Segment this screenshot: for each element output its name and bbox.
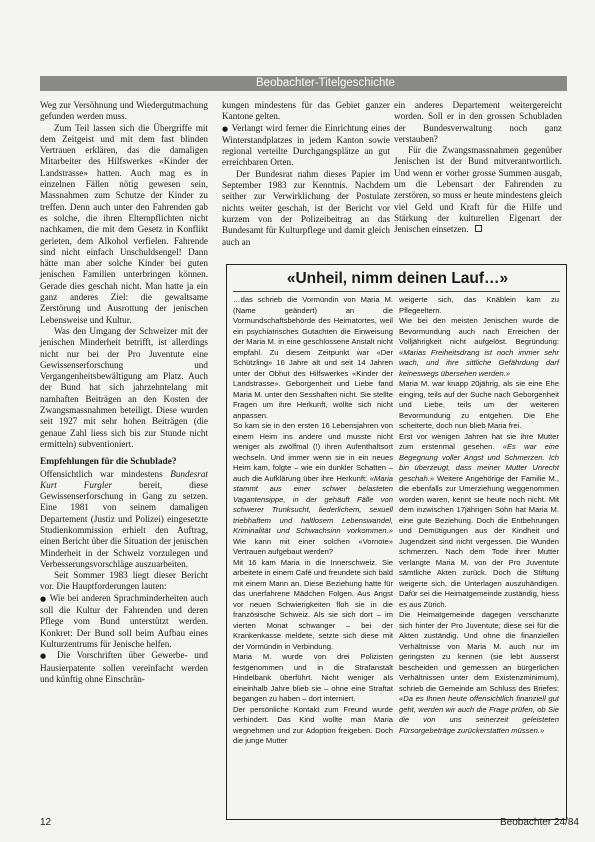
box-title: «Unheil, nimm deinen Lauf…»	[286, 270, 509, 287]
section-title: Beobachter-Titelgeschichte	[256, 77, 395, 89]
paragraph: Zum Teil lassen sich die Übergriffe mit dem Zeitgeist und mit dem fast blinden Vertrauen erklären, das die damaligen Mitarbeiter des Hilfswerkes «Kinder der Landstrasse» hatten. Auch mag es in einzelnen Fällen nötig gewesen sein, Massnahmen zum Schutze der Kinder zu treffen. Denn auch unter den Fahrenden gab es solche, die ihren Elternpflichten nicht nachkamen, die mit dem Gesetz in Konflikt gerieten, dem Alkohol verfielen. Fahrende sind nicht einfach Unschuldsengel! Dann hätte man aber solche Kinder bei guten jenischen Familien unterbringen können. Gerade dies geschah nicht. Man hatte ja ein ganz anderes Ziel: die gewaltsame Zerstörung und Ausrottung der jenischen Lebensweise und Kultur.	[40, 122, 208, 325]
bullet-icon: ●	[40, 652, 51, 661]
text-column-2	[222, 100, 390, 248]
box-paragraph: Maria M. wurde von drei Polizisten festgenommen und in die Strafanstalt Hindelbank überführt. Nicht weniger als eineinhalb Jahre blieb sie – ohne eine Straftat begangen zu haben – dort interniert.	[233, 652, 393, 703]
box-paragraph: Erst vor wenigen Jahren hat sie ihre Mutter zum erstenmal gesehen. «Es war eine Begegnung voller Angst und Schmerzen. Ich bin überzeugt, dass meiner Mutter Unrecht geschah.» Weitere Angehörige der Familie M., die ebenfalls zur Umerziehung weggenommen worden waren, kennt sie heute noch nicht. Mit dem inzwischen 17jährigen Sohn hat Maria M. eine gute Beziehung. Doch die Entbehrungen und Demütigungen aus der Kindheit und Jugendzeit sind nicht vergessen. Die Wunden schmerzen. Nach dem Tode ihrer Mutter verlangte Maria M. von der Pro Juventute sämtliche Akten zurück. Doch die Stiftung weigerte sich, die Unterlagen auszuhändigen. Dafür sei die Heimatgemeinde zuständig, hiess es aus Zürich.	[399, 431, 559, 609]
bullet-item: ● Wie bei anderen Sprachminderheiten auch soll die Kultur der Fahrenden und deren Pflege vom Bund unterstützt werden. Konkret: Der Bund soll beim Aufbau eines Kulturzentrums für Jenische helfen.	[40, 592, 209, 649]
text-column-1	[40, 100, 208, 685]
bullet-icon: ●	[40, 594, 47, 603]
end-mark-icon	[475, 225, 482, 232]
text-column-3	[394, 100, 562, 236]
box-paragraph: weigerte sich, das Knäblein kam zu Pflegeeltern.	[399, 295, 559, 315]
box-column-right	[399, 295, 559, 736]
paragraph: Der Bundesrat nahm dieses Papier im September 1983 zur Kenntnis. Nachdem seither zur Verwirklichung der Postulate nichts weiter geschah, ist der Bericht vor kurzem von der Polizeibeitrag an das Bundesamt für Kulturpflege und damit gleich auch an	[222, 168, 390, 247]
box-paragraph: Maria M. war knapp 20jährig, als sie eine Ehe einging, teils auf der Suche nach Geborgenheit und Liebe, teils um der weiteren Bevormundung zu entgehen. Die Ehe scheiterte, doch nun blieb Maria frei.	[399, 379, 559, 430]
paragraph: Weg zur Versöhnung und Wiedergutmachung gefunden werden muss.	[40, 100, 208, 122]
paragraph: Für die Zwangsmassnahmen gegenüber Jenischen ist der Bund mitverantwortlich. Und wenn er vorher grosse Summen ausgab, um die Lebensart der Fahrenden zu zerstören, so muss er heute mindestens gleich viel Geld und Kraft für die Hilfe und Stärkung der kulturellen Eigenart der Jenischen einsetzen.	[394, 145, 562, 235]
box-paragraph: So kam sie in den ersten 16 Lebensjahren von einem Heim ins andere und musste nicht weniger als zwölfmal (!) ihren Aufenthaltsort wechseln. Und immer wenn sie in ein neues Heim kam, folgte – wie ein dunkler Schatten – auch die Aufklärung über ihre Herkunft: «Maria stammt aus einer schwer belasteten Vagantensippe, in der gehäuft Fälle von schwerer Trunksucht, liederlichem, sexuell triebhaftem und haltlosem Lebenswandel, Kriminalität und Schwachsinn vorkommen.» Wie kann mit einer solchen «Vornote» Vertrauen aufgebaut werden?	[233, 421, 393, 556]
box-column-left	[233, 295, 393, 747]
box-paragraph: Wie bei den meisten Jenischen wurde die Bevormundung auch nach Erreichen der Volljährigkeit nicht aufgelöst. Begründung: «Marias Freiheitsdrang ist noch immer sehr wach, und ihre sittliche Gefährdung darf keineswegs übersehen werden.»	[399, 316, 559, 378]
bullet-item: ● Die Vorschriften über Gewerbe- und Hausierpatente sollen vereinfacht werden und künftig ohne Einschrän-	[40, 650, 209, 684]
box-divider	[233, 291, 560, 292]
subheading: Empfehlungen für die Schublade?	[40, 457, 177, 468]
paragraph: Was den Umgang der Schweizer mit der jenischen Minderheit betrifft, ist allerdings nicht nur bei der Pro Juventute eine Gewissenserforschung und Vergangenheitsbewältigung am Platz. Auch der Bund hat sich jahrzehntelang mit namhaften Beiträgen an den Kosten der Zwangsmassnahmen beteiligt. Diese wurden seit 1927 mit sehr hohen Beiträgen (die genaue Zahl liess sich bis zur Stunde nicht ermitteln) subventioniert.	[40, 325, 208, 449]
paragraph: kungen mindestens für das Gebiet ganzer Kantone gelten.	[222, 100, 390, 122]
bullet-icon: ●	[222, 124, 229, 133]
paragraph: Offensichtlich war mindestens Bundesrat Kurt Furgler bereit, diese Gewissenserforschung in Gang zu setzen. Eine 1981 von seinem damaligen Departement (Justiz und Polizei) eingesetzte Studienkommission erhielt den Auftrag, einen Bericht über die Situation der jenischen Minderheit in der Schweiz vorzulegen und Verbesserungsvorschläge auszuarbeiten.	[40, 468, 208, 569]
box-paragraph: …das schrieb die Vormündin von Maria M. (Name geändert) an die Vormundschaftsbehörde des Heimatortes, weil ein psychiatrisches Gutachten die Einweisung der Maria M. in eine geschlossene Anstalt nicht empfahl. Zu diesem Zeitpunkt war «Der Schützling» 16 Jahre alt und seit 14 Jahren unter der Obhut des Hilfswerkes «Kinder der Landstrasse». Geborgenheit und Liebe fand Maria M. unter den Sesshaften nicht. Sie stellte Fragen um ihre Herkunft, wollte sich nicht anpassen.	[233, 295, 393, 420]
bullet-item: ● Verlangt wird ferner die Einrichtung eines Winterstandplatzes in jedem Kanton sowie regional verteilte Durchgangsplätze an gut erreichbaren Orten.	[222, 122, 391, 168]
page-number: 12	[40, 817, 52, 828]
publication-issue: Beobachter 24/84	[500, 817, 579, 828]
box-paragraph: Der persönliche Kontakt zum Freund wurde verhindert. Das Kind wollte man Maria wegnehmen und zur Adoption freigeben. Doch die junge Mutter	[233, 704, 393, 745]
sidebar-box	[226, 264, 567, 820]
box-paragraph: Die Heimatgemeinde dagegen verschanzte sich hinter der Pro Juventute; diese sei für die Akten zuständig. Und ohne die finanziellen Verhältnisse von Maria M. auch nur im geringsten zu kennen (sie lebt äusserst bescheiden und gemessen an bürgerlichen Verhältnissen unter dem Existenzminimum), schrieb die Gemeinde am Schluss des Briefes: «Da es Ihnen heute offensichtlich finanziell gut geht, werden wir auch die Frage prüfen, ob Sie die von uns seinerzeit geleisteten Fürsorgebeträge zurückerstatten müssen.»	[399, 610, 559, 735]
paragraph: ein anderes Departement weitergereicht worden. Soll er in den grossen Schubladen der Bundesverwaltung noch ganz verstauben?	[394, 100, 562, 144]
paragraph: Seit Sommer 1983 liegt dieser Bericht vor. Die Hauptforderungen lauten:	[40, 570, 208, 592]
box-paragraph: Mit 16 kam Maria in die Innerschweiz. Sie arbeitete in einem Café und freundete sich bald mit einem Mann an. Diese Beziehung hatte für das unerfahrene Mädchen Folgen. Aus Angst vor neuen Schwierigkeiten floh sie in die französische Schweiz. Als sie sich dort – im vierten Monat schwanger – bei der Krankenkasse meldete, setzte sich diese mit der Vormündin in Verbindung.	[233, 557, 393, 651]
section-banner	[40, 76, 567, 91]
